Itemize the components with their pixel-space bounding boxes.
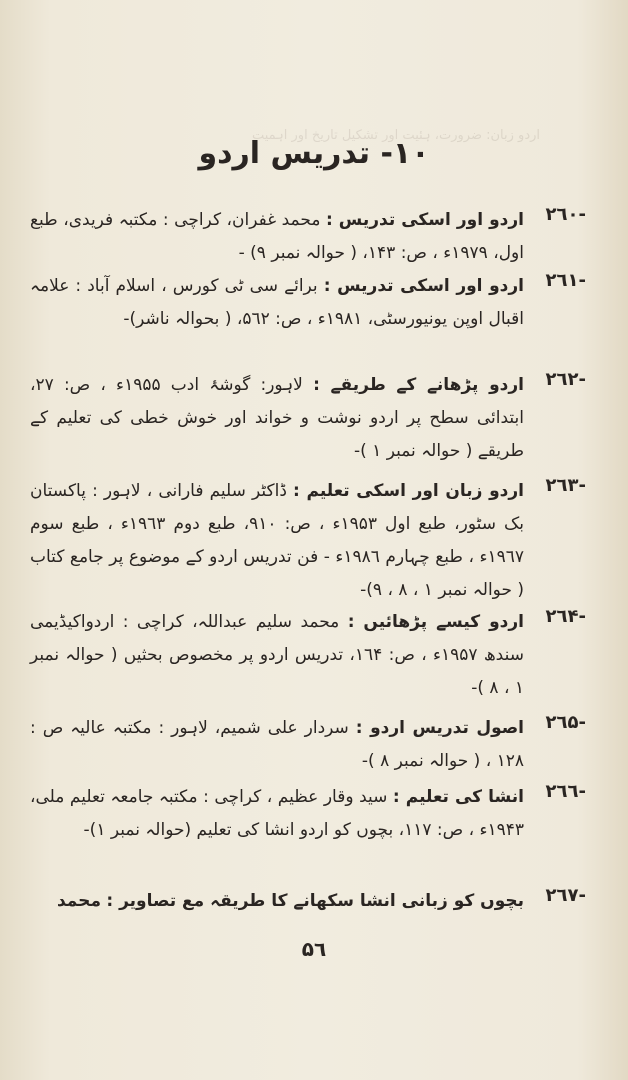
bibliography-entry (30, 475, 586, 607)
section-title: ۱۰- تدریس اردو (198, 136, 430, 171)
entry-text (30, 606, 524, 705)
entry-number: -۲٦۲ (545, 369, 586, 390)
bibliography-entry (30, 204, 586, 270)
entry-text (30, 475, 524, 607)
entry-number: -۲٦۱ (545, 270, 586, 291)
entry-title: اردو کیسے پڑھائیں : (347, 612, 525, 632)
entry-details: ڈاکٹر سلیم فارانی ، لاہور : پاکستان بک سٹور، طبع اول ۱۹۵۳ء ، ص: ۹۱۰، طبع دوم ۱۹٦۳ء ، طبع سوم ۱۹٦۷ء ، طبع چہارم ۱۹۸٦ء - فن تدریس اردو کے موضوع پر جامع کتاب ( حوالہ نمبر ۱ ، ۸ ، ۹)- (30, 481, 524, 600)
entry-title: اردو اور اسکی تدریس : (323, 276, 524, 296)
bibliography-entry (30, 606, 586, 705)
bibliography-entry (30, 270, 586, 336)
page-number: ۵٦ (301, 937, 327, 961)
entry-title: اصول تدریس اردو : (355, 718, 525, 738)
bibliography-entry (30, 369, 586, 468)
bleed-through-text: اردو زبان: ضرورت، ہئیت اور تشکیل تاریخ اور اہمیت (251, 128, 540, 143)
bibliography-entry (30, 885, 586, 918)
entry-number: -۲٦۳ (545, 475, 586, 496)
entry-title: اردو اور اسکی تدریس : (325, 210, 524, 230)
entry-title: اردو زبان اور اسکی تعلیم : (293, 481, 524, 501)
entry-details: برائے سی ٹی کورس ، اسلام آباد : علامہ اقبال اوپن یونیورسٹی، ۱۹۸۱ء ، ص: ۵٦۲، ( بحوالہ ناشر)- (30, 276, 524, 329)
entry-title: بچوں کو زبانی انشا سکھانے کا طریقہ مع تصاویر : (106, 891, 524, 911)
entry-number: -۲٦٦ (545, 781, 586, 802)
entry-details: محمد غفران، کراچی : مکتبہ فریدی، طبع اول، ۱۹۷۹ء ، ص: ۱۴۳، ( حوالہ نمبر ۹) - (30, 210, 524, 263)
entry-details: سردار علی شمیم، لاہور : مکتبہ عالیہ ص : ۱۲۸ ، ( حوالہ نمبر ۸ )- (30, 718, 524, 771)
entry-text (30, 369, 524, 468)
entry-details: سید وقار عظیم ، کراچی : مکتبہ جامعہ تعلیم ملی، ۱۹۴۳ء ، ص: ۱۱۷، بچوں کو اردو انشا کی تعلیم (حوالہ نمبر ۱)- (30, 787, 524, 840)
entry-text (30, 781, 524, 847)
entry-number: -۲٦۵ (545, 712, 586, 733)
entry-details: محمد (56, 891, 101, 911)
entry-details: لاہور: گوشۂ ادب ۱۹۵۵ء ، ص: ۲۷، ابتدائی سطح پر اردو نوشت و خواند اور خوش خطی کی تعلیم کے طریقے ( حوالہ نمبر ۱ )- (30, 375, 524, 461)
entry-title: انشا کی تعلیم : (392, 787, 524, 807)
entry-text (30, 885, 524, 918)
entry-number: -۲٦۷ (545, 885, 586, 906)
bibliography-entry (30, 781, 586, 847)
entry-number: -۲٦۰ (545, 204, 586, 225)
entry-text (30, 712, 524, 778)
entry-number: -۲٦۴ (545, 606, 586, 627)
entry-text (30, 270, 524, 336)
entry-title: اردو پڑھانے کے طریقے : (313, 375, 525, 395)
bibliography-entry (30, 712, 586, 778)
entry-details: محمد سلیم عبداللہ، کراچی : اردواکیڈیمی سندھ ۱۹۵۷ء ، ص: ۱٦۴، تدریس اردو پر مخصوص بحثیں ( حوالہ نمبر ۱ ، ۸ )- (30, 612, 524, 698)
entry-text (30, 204, 524, 270)
